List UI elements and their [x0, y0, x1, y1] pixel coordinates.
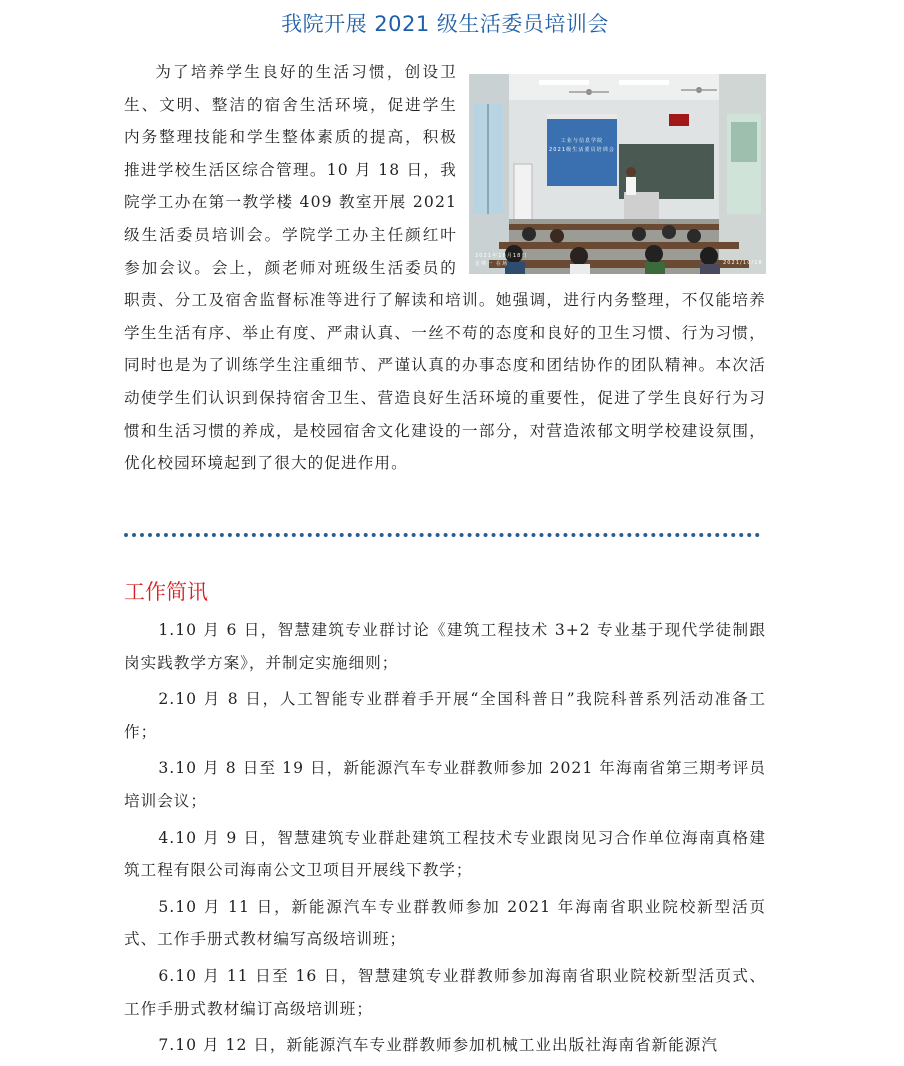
screen-text-2: 2021级生活委员培训会 — [549, 147, 615, 153]
section-title: 工作简讯 — [124, 580, 208, 604]
article-body: 为了培养学生良好的生活习惯，创设卫生、文明、整洁的宿舍生活环境，促进学生内务整理技能和学生整体素质的提高，积极推进学校生活区综合管理。10 月 18 日，我院学工办在第一教学楼 409 教室开展 2021 级生活委员培训会。学院学工办主任颜红叶参加会议。会上，颜老师对班级生活委员的职责、分工及宿舍监督标准等进行了解读和培训。她强调，进行内务整理，不仅能培养学生生活有序、举止有度、严肃认真、一丝不苟的态度和良好的卫生习惯、行为习惯，同时也是为了训练学生注重细节、严谨认真的办事态度和团结协作的团队精神。本次活动使学生们认识到保持宿舍卫生、营造良好生活环境的重要性，促进了学生良好行为习惯和生活习惯的养成，是校园宿舍文化建设的一部分，对营造浓郁文明学校建设氛围，优化校园环境起到了很大的促进作用。 — [124, 63, 766, 473]
classroom-photo-illustration — [469, 74, 786, 274]
news-item: 2.10 月 8 日，人工智能专业群着手开展“全国科普日”我院科普系列活动准备工作； — [124, 690, 766, 741]
meeting-photo — [469, 74, 786, 274]
article — [124, 56, 786, 480]
photo-stamp-right: 2021/10/18 15:20 — [723, 260, 786, 266]
news-item: 5.10 月 11 日，新能源汽车专业群教师参加 2021 年海南省职业院校新型活页式、工作手册式教材编写高级培训班； — [124, 897, 766, 949]
article-title: 我院开展 2021 级生活委员培训会 — [281, 12, 609, 36]
news-item: 3.10 月 8 日至 19 日，新能源汽车专业群教师参加 2021 年海南省第三期考评员培训会议； — [124, 759, 766, 810]
screen-text-1: 工业与信息学院 — [560, 138, 604, 144]
news-item: 4.10 月 9 日，智慧建筑专业群赴建筑工程技术专业跟岗见习合作单位海南真格建筑工程有限公司海南公文卫项目开展线下教学； — [124, 828, 766, 880]
news-item: 7.10 月 12 日，新能源汽车专业群教师参加机械工业出版社海南省新能源汽 — [158, 1036, 718, 1055]
photo-stamp-left: 2021年10月18日 — [475, 253, 528, 259]
news-item: 1.10 月 6 日，智慧建筑专业群讨论《建筑工程技术 3+2 专业基于现代学徒制跟岗实践教学方案》，并制定实施细则； — [124, 621, 766, 672]
news-item: 6.10 月 11 日至 16 日，智慧建筑专业群教师参加海南省职业院校新型活页式、工作手册式教材编订高级培训班； — [124, 966, 766, 1018]
photo-stamp-left-2: 星期一 在场 — [475, 261, 509, 267]
news-list — [124, 614, 766, 1066]
section-divider — [124, 533, 760, 537]
